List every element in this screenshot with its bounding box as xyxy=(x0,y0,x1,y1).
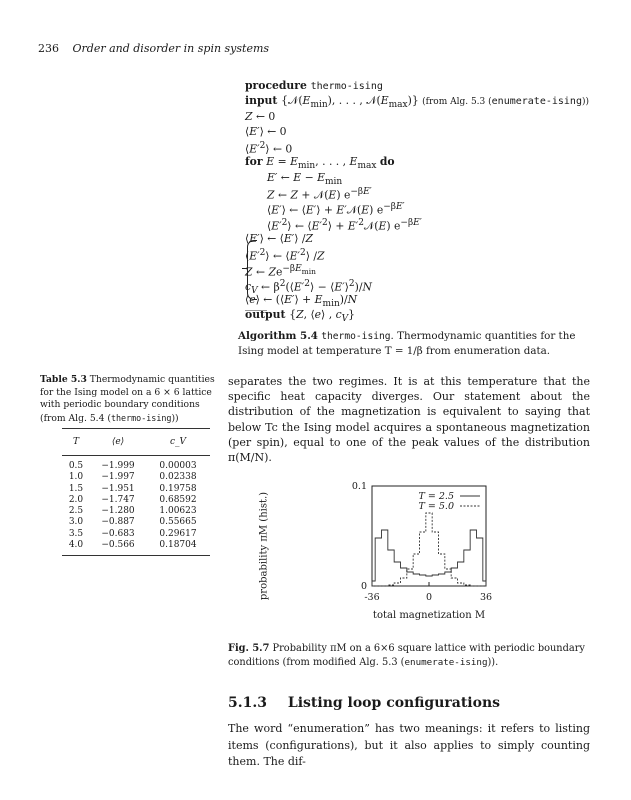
algorithm-caption: Algorithm 5.4 thermo-ising. Thermodynamic quantities for the Ising model at temperature T = 1/β from enumeration data. xyxy=(238,330,576,357)
table-row: 1.5 −1.951 0.19758 xyxy=(68,483,197,494)
body-paragraph: The word “enumeration” has two meanings: it refers to listing items (configurations), but it also applies to simply counting them. The dif- xyxy=(228,722,590,768)
series-line-t5-0 xyxy=(372,513,486,586)
x-tick-label: 36 xyxy=(479,592,493,603)
x-tick-label: 0 xyxy=(425,592,433,603)
table-row: 3.0 −0.887 0.55665 xyxy=(68,517,197,528)
algo-line-output: output {Z, ⟨e⟩ , $c_V$} xyxy=(245,308,355,325)
y-axis-label: probability πM (hist.) xyxy=(258,491,270,601)
table-rule-mid xyxy=(62,455,210,456)
algo-line: ⟨e⟩ ← (⟨E′⟩ + $E_{min})/N$ xyxy=(245,293,358,310)
legend-label: T = 5.0 xyxy=(418,501,454,512)
algo-line: $⟨E'^2⟩$ ← $⟨E'^2⟩$ + $E'^2𝒩(E)$ $e^{-\beta E'}$ xyxy=(267,217,422,233)
running-header xyxy=(38,42,269,55)
algo-line-input: input {$𝒩(E_{min})$, . . . , $𝒩(E_{max})$} (from Alg. 5.3 (enumerate-ising)) xyxy=(245,94,589,111)
table-row: 0.5 −1.999 0.00003 xyxy=(68,461,197,471)
page-number: 236 xyxy=(38,42,59,55)
body-paragraph: separates the two regimes. It is at this temperature that the specific heat capacity diverges. Our statement about the distribution of the magnetization is equivalent to saying that below Tc the Ising model acquires a spontaneous magnetization (per spin), equal to one of the peak values of the distribution π(M/N). xyxy=(228,375,590,465)
table-row: 2.5 −1.280 1.00623 xyxy=(68,506,197,517)
table-row: 4.0 −0.566 0.18704 xyxy=(68,540,197,551)
algo-line: ⟨E′⟩ ← ⟨E′⟩ /Z xyxy=(245,231,314,245)
series-line-t2-5 xyxy=(372,530,486,586)
table-row: 3.5 −0.683 0.29617 xyxy=(68,528,197,539)
y-tick-label: 0 xyxy=(360,581,367,592)
table-header xyxy=(62,429,210,455)
figure-caption: Fig. 5.7 Probability πM on a 6×6 square lattice with periodic boundary conditions (from modified Alg. 5.3 (enumerate-ising)). xyxy=(228,643,585,668)
col-header-e: ⟨e⟩ xyxy=(111,437,125,447)
algo-line: $c_V$ ← $\beta^2(⟨E'^2⟩$ − ⟨E′⟩$^2$)/N xyxy=(245,278,372,297)
algo-line: Z ← $Ze^{-\beta E_{min}}$ xyxy=(245,263,317,279)
col-header-cv: c_V xyxy=(169,437,187,447)
magnetization-chart xyxy=(300,478,520,628)
algo-line: Z ← 0 xyxy=(245,109,276,123)
algo-line: E′ ← $E - E_{min}$ xyxy=(267,170,343,187)
algorithm-block xyxy=(245,78,605,323)
algo-line: $⟨E'^2⟩$ ← $⟨E'^2⟩$ /Z xyxy=(245,248,325,263)
algo-line: $⟨E'^2⟩$ ← 0 xyxy=(245,141,293,156)
loop-brace xyxy=(247,240,257,300)
running-title: Order and disorder in spin systems xyxy=(72,42,270,55)
algo-line: ⟨E′⟩ ← ⟨E′⟩ + E′𝒩(E) $e^{-\beta E'}$ xyxy=(267,202,405,217)
algo-line: Z ← Z + 𝒩(E) $e^{-\beta E'}$ xyxy=(267,187,372,202)
x-tick-label: -36 xyxy=(364,592,380,603)
algo-line-for: for $E = E_{min}$, . . . , $E_{max}$ do xyxy=(245,155,395,172)
col-header-t: T xyxy=(72,437,79,447)
table-row: 1.0 −1.997 0.02338 xyxy=(68,472,197,483)
section-title: Listing loop configurations xyxy=(287,695,501,711)
algo-line: ⟨E′⟩ ← 0 xyxy=(245,124,287,138)
legend-label: T = 2.5 xyxy=(418,491,454,502)
thermo-table xyxy=(62,428,210,556)
y-tick-label: 0.1 xyxy=(351,481,367,492)
table-caption: Table 5.3 Thermodynamic quantities for the Ising model on a 6 × 6 lattice with periodic boundary conditions (from Alg. 5.4 (thermo-ising)) xyxy=(40,374,215,424)
table-row: 2.0 −1.747 0.68592 xyxy=(68,494,197,505)
algorithm-end-rule xyxy=(245,310,267,311)
table-rule-bottom xyxy=(62,555,210,556)
algo-line-procedure: procedure thermo-ising xyxy=(245,79,383,92)
x-axis-label: total magnetization M xyxy=(372,610,486,621)
section-number: 5.1.3 xyxy=(228,695,267,711)
section-heading xyxy=(228,695,500,711)
